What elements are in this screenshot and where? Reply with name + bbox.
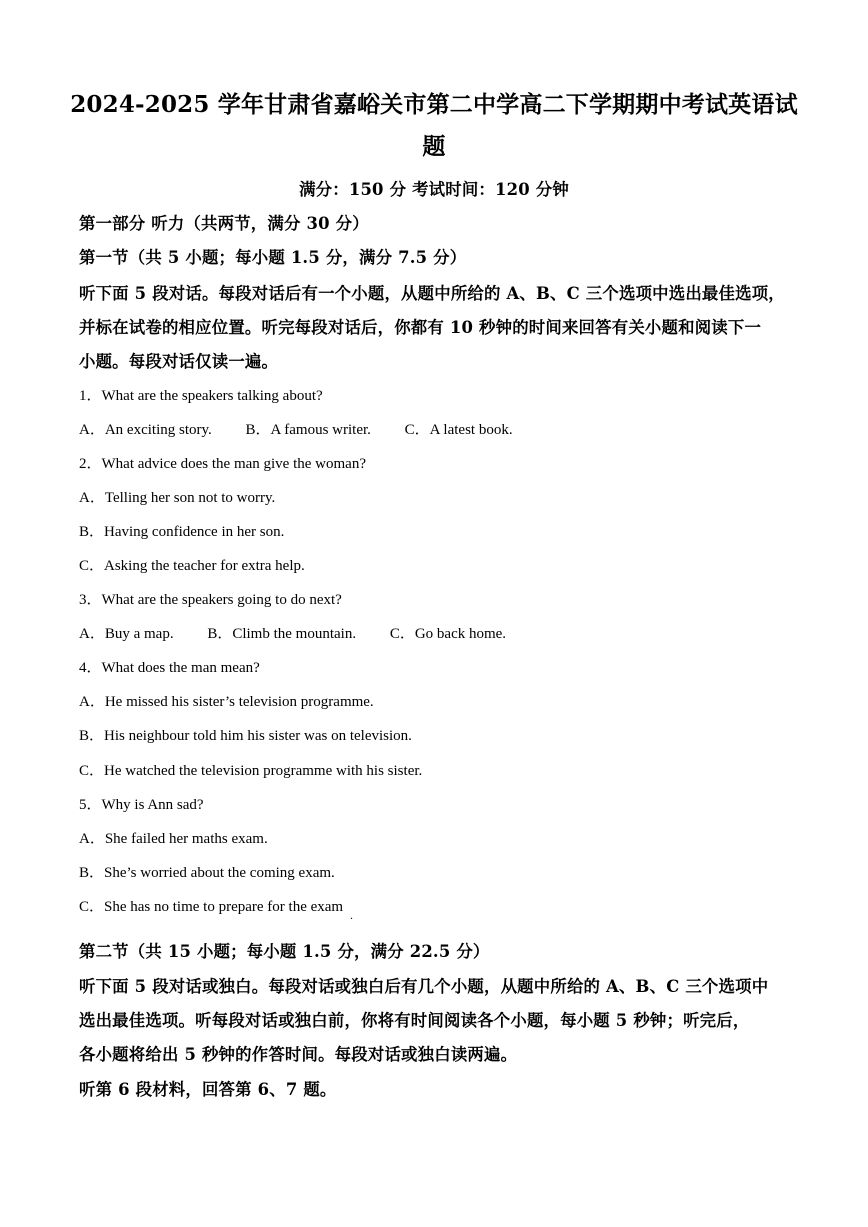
option-a: A．Telling her son not to worry. <box>79 490 276 506</box>
option-b: B．She’s worried about the coming exam. <box>79 865 335 881</box>
option-b: B．A famous writer. <box>245 422 371 438</box>
exam-title <box>70 84 798 168</box>
section1-instruction-line: 小题。每段对话仅读一遍。 <box>79 352 279 371</box>
question-1: 1．What are the speakers talking about? <box>79 388 323 404</box>
section1-heading: 第一节（共 5 小题；每小题 1.5 分，满分 7.5 分） <box>79 248 467 267</box>
section2-instruction-line: 听下面 5 段对话或独白。每段对话或独白后有几个小题，从题中所给的 A、B、C 三个选项中 <box>79 977 769 996</box>
title-line-2: 题 <box>422 133 446 160</box>
question-2: 2．What advice does the man give the woman? <box>79 456 366 472</box>
option-c: C．A latest book. <box>404 422 513 438</box>
option-b: B．His neighbour told him his sister was on television. <box>79 728 412 744</box>
option-b: B．Climb the mountain. <box>207 626 357 642</box>
stray-mark: . <box>350 908 353 922</box>
part1-heading: 第一部分 听力（共两节，满分 30 分） <box>79 214 369 233</box>
option-c: C．He watched the television programme with his sister. <box>79 763 423 779</box>
question-4: 4．What does the man mean? <box>79 660 260 676</box>
option-c: C．Asking the teacher for extra help. <box>79 558 305 574</box>
section1-instruction-line: 听下面 5 段对话。每段对话后有一个小题，从题中所给的 A、B、C 三个选项中选出最佳选项， <box>79 284 785 303</box>
option-a: A．He missed his sister’s television programme. <box>79 694 374 710</box>
question-5: 5．Why is Ann sad? <box>79 797 204 813</box>
option-b: B．Having confidence in her son. <box>79 524 285 540</box>
option-a: A．She failed her maths exam. <box>79 831 268 847</box>
section1-instruction-line: 并标在试卷的相应位置。听完每段对话后，你都有 10 秒钟的时间来回答有关小题和阅读下一 <box>79 318 762 337</box>
section2-heading: 第二节（共 15 小题；每小题 1.5 分，满分 22.5 分） <box>79 942 490 961</box>
title-line-1: 2024-2025 学年甘肃省嘉峪关市第二中学高二下学期期中考试英语试 <box>70 91 798 118</box>
option-a: A．An exciting story. <box>79 422 212 438</box>
option-a: A．Buy a map. <box>79 626 174 642</box>
section2-instruction-line: 选出最佳选项。听每段对话或独白前，你将有时间阅读各个小题，每小题 5 秒钟；听完后， <box>79 1011 750 1030</box>
material-6-prompt: 听第 6 段材料，回答第 6、7 题。 <box>79 1080 337 1099</box>
section2-instruction-line: 各小题将给出 5 秒钟的作答时间。每段对话或独白读两遍。 <box>79 1045 518 1064</box>
question-3-options <box>79 622 506 643</box>
option-c: C．She has no time to prepare for the exam <box>79 899 344 915</box>
question-1-options <box>79 418 513 439</box>
score-info: 满分：150 分 考试时间：120 分钟 <box>299 180 569 199</box>
option-c: C．Go back home. <box>389 626 507 642</box>
question-3: 3．What are the speakers going to do next? <box>79 592 342 608</box>
